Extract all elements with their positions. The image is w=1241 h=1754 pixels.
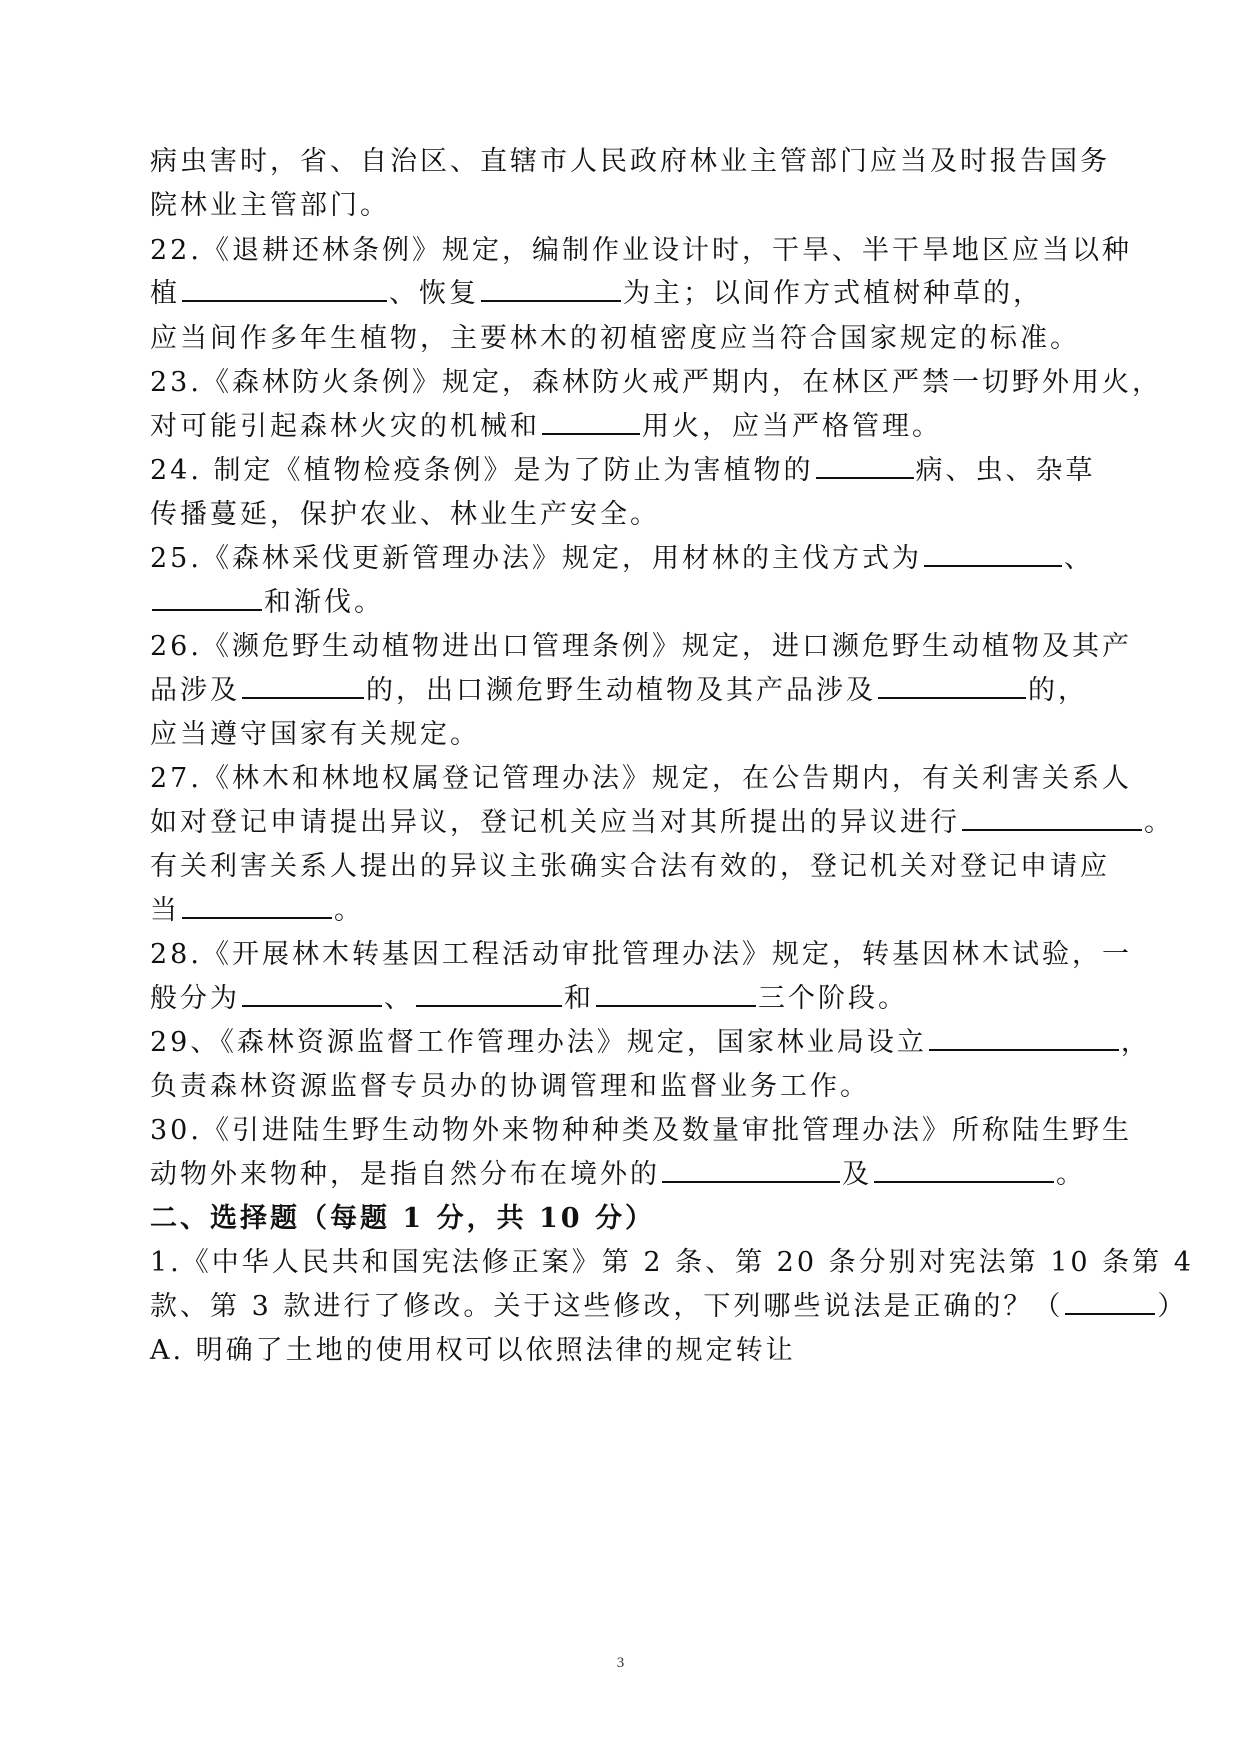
text-line xyxy=(150,407,942,447)
fill-in-blank xyxy=(962,805,1142,831)
fill-in-blank xyxy=(596,981,756,1007)
fill-in-blank xyxy=(1065,1289,1155,1315)
text-line: 23.《森林防火条例》规定，森林防火戒严期内，在林区严禁一切野外用火， xyxy=(150,367,1162,398)
text-segment: 对可能引起森林火灾的机械和 xyxy=(150,411,540,442)
text-line xyxy=(150,1023,1151,1063)
fill-in-blank xyxy=(542,409,640,435)
text-segment: 为主；以间作方式植树种草的， xyxy=(623,278,1043,309)
text-line xyxy=(150,979,908,1019)
text-segment: 用火，应当严格管理。 xyxy=(642,411,942,442)
text-segment: 。 xyxy=(1144,807,1174,838)
text-line xyxy=(150,539,1094,579)
text-segment: 品涉及 xyxy=(150,675,240,706)
fill-in-blank xyxy=(242,673,364,699)
text-segment: 25.《森林采伐更新管理办法》规定，用材林的主伐方式为 xyxy=(150,543,922,574)
fill-in-blank xyxy=(242,981,382,1007)
fill-in-blank xyxy=(152,585,262,611)
text-segment: 款、第 3 款进行了修改。关于这些修改，下列哪些说法是正确的？（ xyxy=(150,1291,1064,1322)
text-segment: 和 xyxy=(564,983,594,1014)
text-segment: 动物外来物种，是指自然分布在境外的 xyxy=(150,1159,660,1190)
fill-in-blank xyxy=(878,673,1026,699)
text-segment: 24. 制定《植物检疫条例》是为了防止为害植物的 xyxy=(150,455,814,486)
text-segment: 的， xyxy=(1028,675,1088,706)
text-segment: 般分为 xyxy=(150,983,240,1014)
section-heading: 二、选择题（每题 1 分，共 10 分） xyxy=(150,1203,655,1234)
fill-in-blank xyxy=(481,276,621,302)
text-segment: 。 xyxy=(334,895,364,926)
text-line: 26.《濒危野生动植物进出口管理条例》规定，进口濒危野生动植物及其产 xyxy=(150,631,1132,662)
text-segment: 和渐伐。 xyxy=(264,587,384,618)
text-line xyxy=(150,891,364,931)
text-line: 22.《退耕还林条例》规定，编制作业设计时，干旱、半干旱地区应当以种 xyxy=(150,235,1132,266)
text-segment: 、恢复 xyxy=(389,278,479,309)
text-segment: 三个阶段。 xyxy=(758,983,908,1014)
text-segment: 病、虫、杂草 xyxy=(915,455,1096,486)
text-line xyxy=(150,451,1096,491)
text-segment: ， xyxy=(1120,1027,1151,1058)
text-line: 30.《引进陆生野生动物外来物种种类及数量审批管理办法》所称陆生野生 xyxy=(150,1115,1132,1146)
text-segment: 、 xyxy=(384,983,414,1014)
text-segment: 及 xyxy=(842,1159,872,1190)
text-line xyxy=(150,1287,1187,1327)
text-line: 应当遵守国家有关规定。 xyxy=(150,719,480,750)
fill-in-blank xyxy=(182,893,332,919)
text-line xyxy=(150,1155,1086,1195)
text-line xyxy=(150,583,384,623)
fill-in-blank xyxy=(929,1025,1119,1051)
fill-in-blank xyxy=(662,1157,840,1183)
page-number: 3 xyxy=(616,1655,625,1671)
text-segment: 的，出口濒危野生动植物及其产品涉及 xyxy=(366,675,876,706)
text-line: 病虫害时，省、自治区、直辖市人民政府林业主管部门应当及时报告国务 xyxy=(150,146,1110,177)
text-line: A. 明确了土地的使用权可以依照法律的规定转让 xyxy=(150,1335,796,1366)
text-line xyxy=(150,671,1088,711)
text-line: 27.《林木和林地权属登记管理办法》规定，在公告期内，有关利害关系人 xyxy=(150,763,1132,794)
text-line: 28.《开展林木转基因工程活动审批管理办法》规定，转基因林木试验，一 xyxy=(150,939,1132,970)
fill-in-blank xyxy=(182,276,387,302)
text-line xyxy=(150,803,1174,843)
text-segment: 、 xyxy=(1063,543,1094,574)
text-line: 院林业主管部门。 xyxy=(150,190,390,221)
text-line: 1.《中华人民共和国宪法修正案》第 2 条、第 20 条分别对宪法第 10 条第 4 xyxy=(150,1247,1194,1278)
text-segment: 。 xyxy=(1056,1159,1086,1190)
text-line: 应当间作多年生植物，主要林木的初植密度应当符合国家规定的标准。 xyxy=(150,323,1080,354)
fill-in-blank xyxy=(816,453,914,479)
text-segment: 当 xyxy=(150,895,180,926)
fill-in-blank xyxy=(874,1157,1054,1183)
text-line xyxy=(150,274,1043,314)
text-segment: ） xyxy=(1157,1291,1188,1322)
fill-in-blank xyxy=(924,541,1062,567)
text-segment: 如对登记申请提出异议，登记机关应当对其所提出的异议进行 xyxy=(150,807,960,838)
text-segment: 植 xyxy=(150,278,180,309)
text-line: 负责森林资源监督专员办的协调管理和监督业务工作。 xyxy=(150,1071,870,1102)
fill-in-blank xyxy=(416,981,562,1007)
text-line: 有关利害关系人提出的异议主张确实合法有效的，登记机关对登记申请应 xyxy=(150,851,1110,882)
text-segment: 29、《森林资源监督工作管理办法》规定，国家林业局设立 xyxy=(150,1027,927,1058)
text-line: 传播蔓延，保护农业、林业生产安全。 xyxy=(150,499,660,530)
